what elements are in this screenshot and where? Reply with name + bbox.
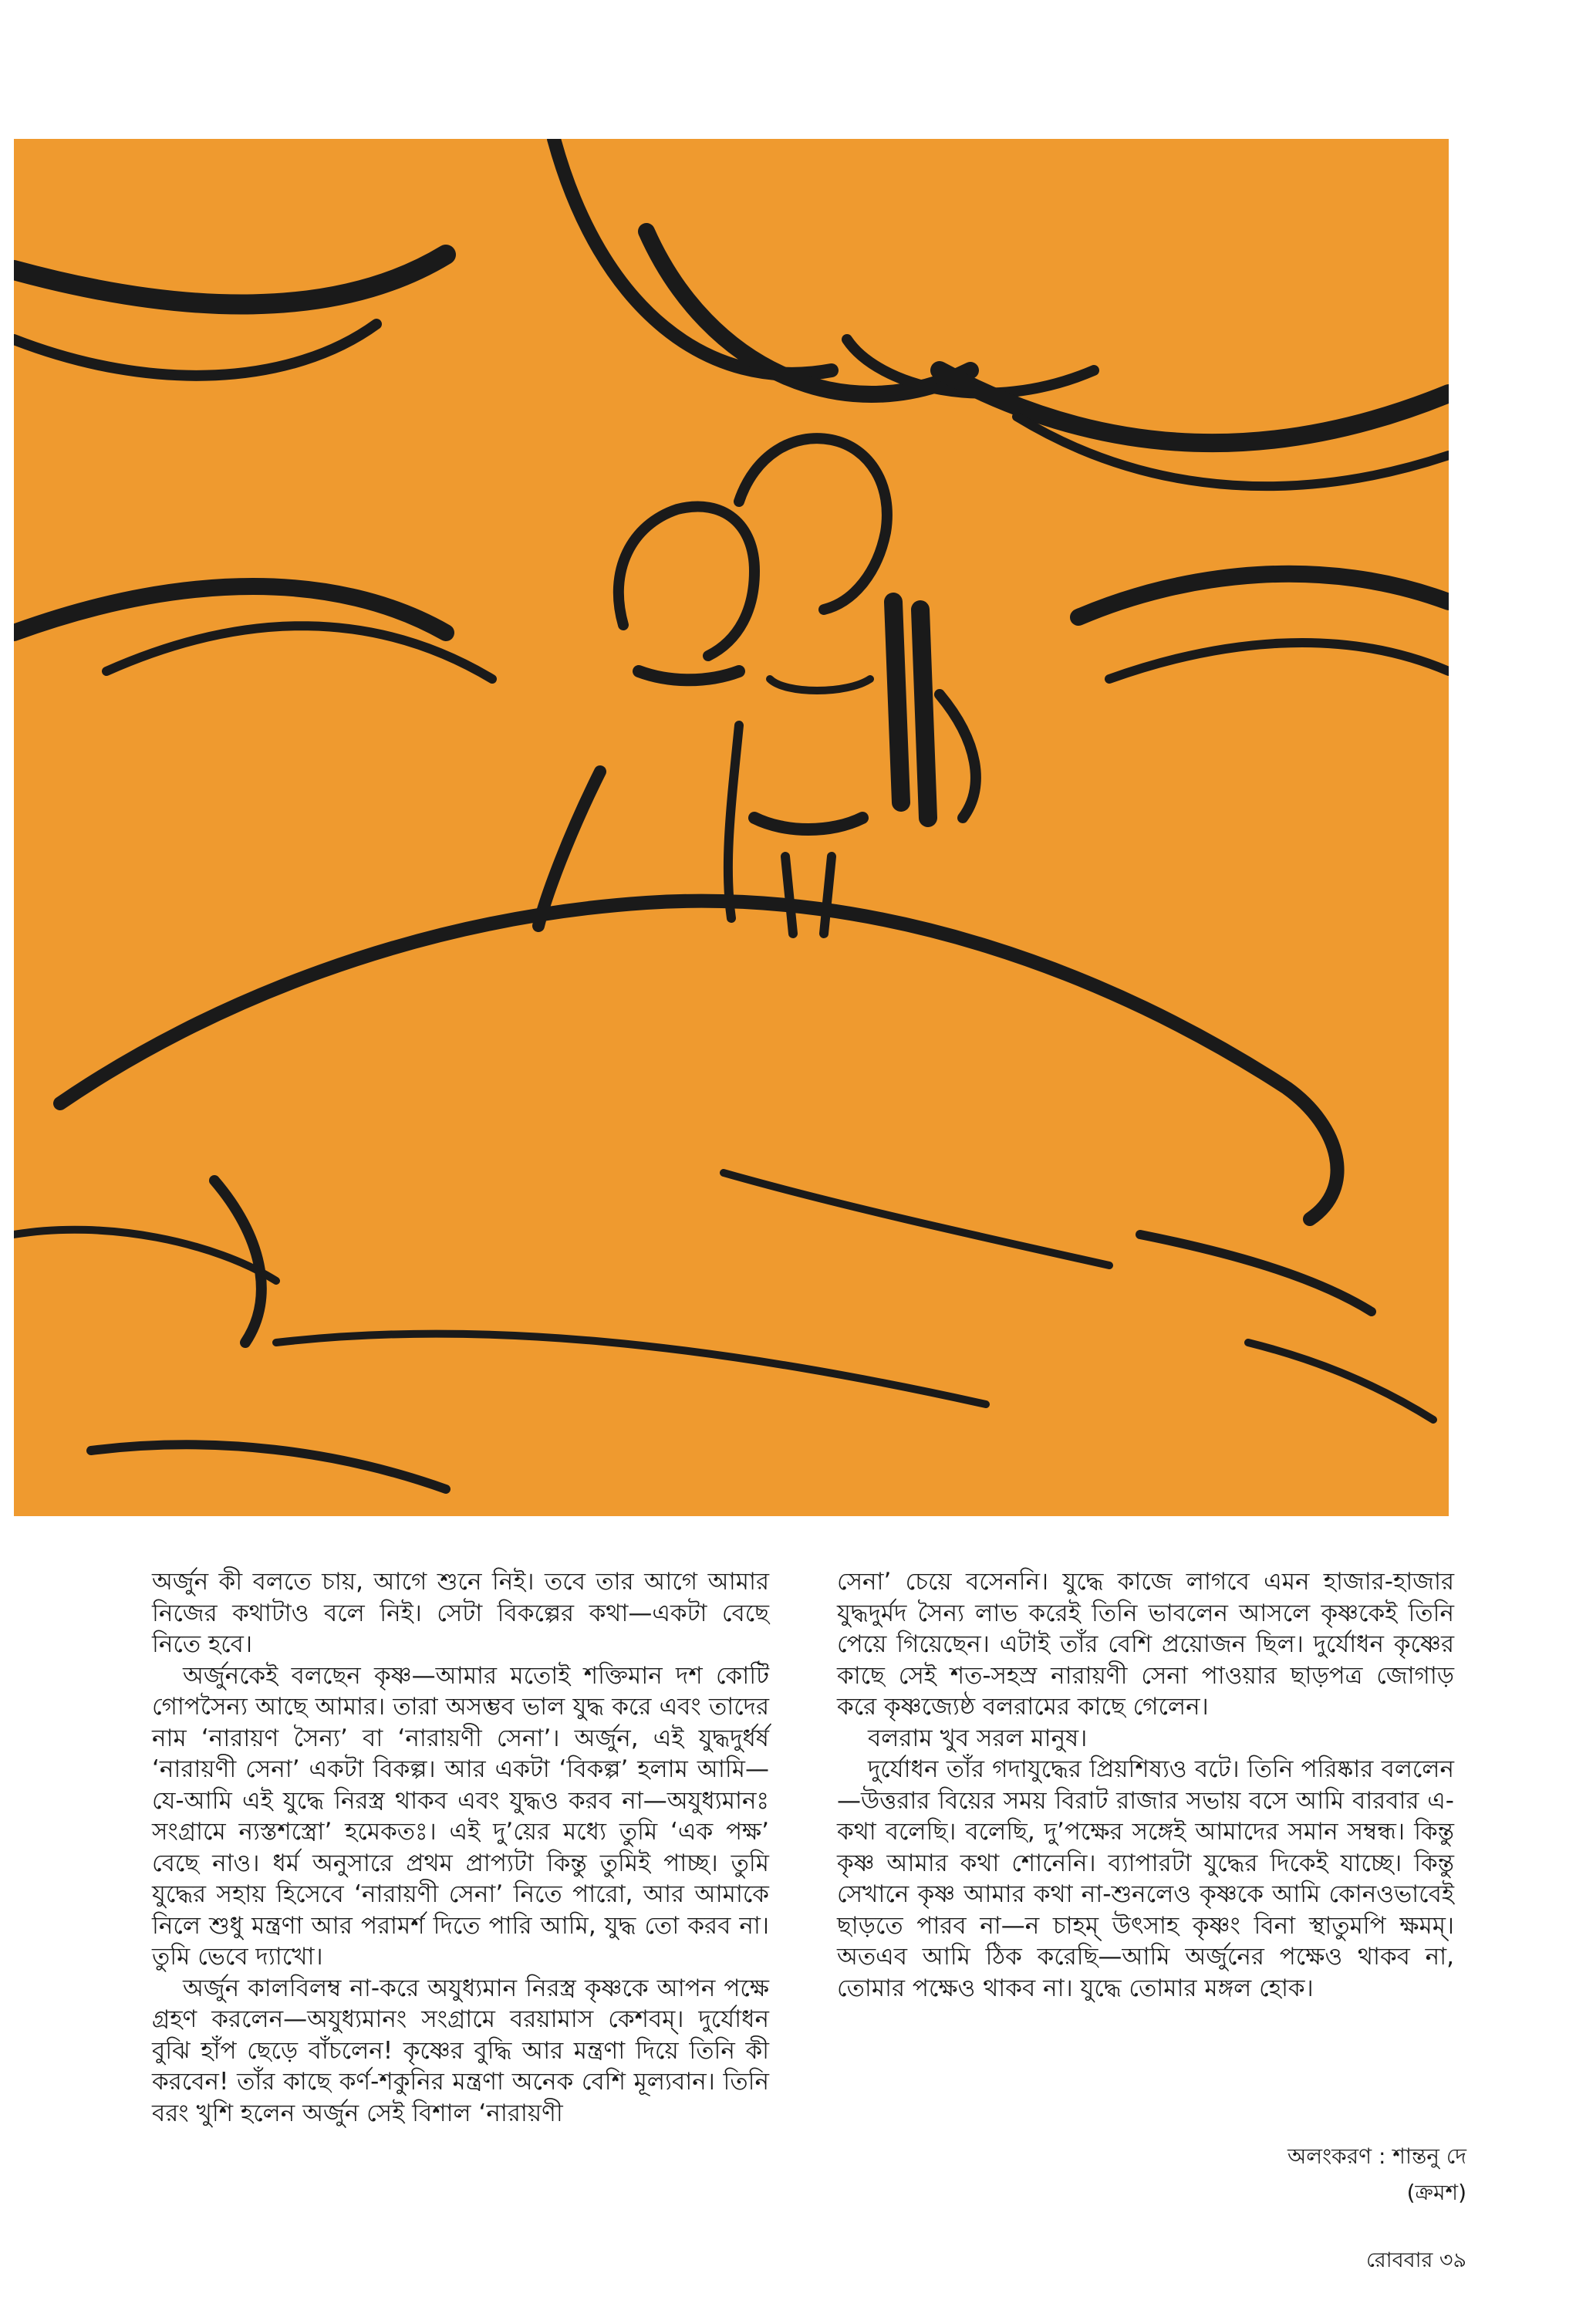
continued-note: (ক্রমশ) bbox=[1406, 2180, 1466, 2205]
article-column-right bbox=[837, 1566, 1454, 2004]
paragraph: দুর্যোধন তাঁর গদাযুদ্ধের প্রিয়শিষ্যও বটে। তিনি পরিষ্কার বললেন—উত্তরার বিয়ের সময় বিরাট রাজার সভায় বসে আমি বারবার এ-কথা বলেছি। বলেছি, দু’পক্ষের সঙ্গেই আমাদের সমান সম্বন্ধ। কিন্তু কৃষ্ণ আমার কথা শোনেনি। ব্যাপারটা যুদ্ধের দিকেই যাচ্ছে। কিন্তু সেখানে কৃষ্ণ আমার কথা না-শুনলেও কৃষ্ণকে আমি কোনওভাবেই ছাড়তে পারব না—ন চাহম্ উৎসাহ কৃষ্ণং বিনা স্থাতুমপি ক্ষমম্। অতএব আমি ঠিক করেছি—আমি অর্জুনের পক্ষেও থাকব না, তোমার পক্ষেও থাকব না। যুদ্ধে তোমার মঙ্গল হোক। bbox=[837, 1755, 1454, 2002]
paragraph: সেনা’ চেয়ে বসেননি। যুদ্ধে কাজে লাগবে এমন হাজার-হাজার যুদ্ধদুর্মদ সৈন্য লাভ করেই তিনি ভাবলেন আসলে কৃষ্ণকেই তিনি পেয়ে গিয়েছেন। এটাই তাঁর বেশি প্রয়োজন ছিল। দুর্যোধন কৃষ্ণের কাছে সেই শত-সহস্র নারায়ণী সেনা পাওয়ার ছাড়পত্র জোগাড় করে কৃষ্ণজ্যেষ্ঠ বলরামের কাছে গেলেন। bbox=[837, 1568, 1454, 1721]
paragraph: অর্জুন কী বলতে চায়, আগে শুনে নিই। তবে তার আগে আমার নিজের কথাটাও বলে নিই। সেটা বিকল্পের কথা—একটা বেছে নিতে হবে। bbox=[152, 1568, 769, 1658]
paragraph: বলরাম খুব সরল মানুষ। bbox=[868, 1724, 1088, 1752]
illustration-drawing bbox=[14, 139, 1449, 1516]
page-folio: রোববার ৩৯ bbox=[1365, 2248, 1466, 2272]
paragraph: অর্জুনকেই বলছেন কৃষ্ণ—আমার মতোই শক্তিমান দশ কোটি গোপসৈন্য আছে আমার। তারা অসম্ভব ভাল যুদ্ধ করে এবং তাদের নাম ‘নারায়ণ সৈন্য’ বা ‘নারায়ণী সেনা’। অর্জুন, এই যুদ্ধদুর্ধর্ষ ‘নারায়ণী সেনা’ একটা বিকল্প। আর একটা ‘বিকল্প’ হলাম আমি—যে-আমি এই যুদ্ধে নিরস্ত্র থাকব এবং যুদ্ধও করব না—অযুধ্যমানঃ সংগ্রামে ন্যস্তশস্ত্রো’ হমেকতঃ। এই দু’য়ের মধ্যে তুমি ‘এক পক্ষ’ বেছে নাও। ধর্ম অনুসারে প্রথম প্রাপ্যটা কিন্তু তুমিই পাচ্ছ। তুমি যুদ্ধের সহায় হিসেবে ‘নারায়ণী সেনা’ নিতে পারো, আর আমাকে নিলে শুধু মন্ত্রণা আর পরামর্শ দিতে পারি আমি, যুদ্ধ তো করব না। তুমি ভেবে দ্যাখো। bbox=[152, 1661, 769, 1971]
illustration-credit: অলংকরণ : শান্তনু দে bbox=[1287, 2143, 1466, 2169]
article-column-left bbox=[152, 1566, 769, 2129]
tent-scene-illustration bbox=[14, 139, 1449, 1516]
paragraph: অর্জুন কালবিলম্ব না-করে অযুধ্যমান নিরস্ত্র কৃষ্ণকে আপন পক্ষে গ্রহণ করলেন—অযুধ্যমানং সংগ্রামে বরয়ামাস কেশবম্। দুর্যোধন বুঝি হাঁপ ছেড়ে বাঁচলেন! কৃষ্ণের বুদ্ধি আর মন্ত্রণা দিয়ে তিনি কী করবেন! তাঁর কাছে কর্ণ-শকুনির মন্ত্রণা অনেক বেশি মূল্যবান। তিনি বরং খুশি হলেন অর্জুন সেই বিশাল ‘নারায়ণী bbox=[152, 1974, 769, 2127]
